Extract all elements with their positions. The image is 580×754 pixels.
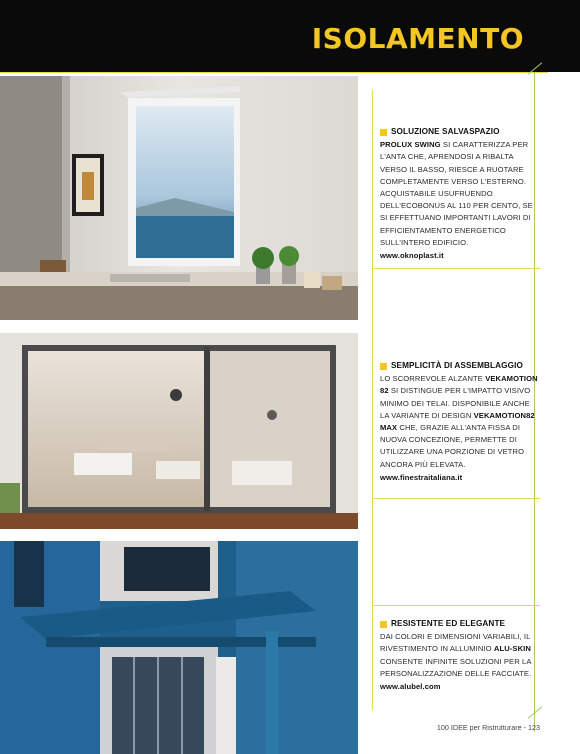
vertical-rule-left [372,90,373,710]
sliding-door-photo [0,333,358,529]
divider-rule-3 [372,605,540,606]
body-text: CONSENTE INFINITE SOLUZIONI PER LA PERSONALIZZAZIONE DELLE FACCIATE. [380,656,532,678]
body-text: DAI COLORI E DIMENSIONI VARIABILI, IL RIVESTIMENTO IN ALLUMINIO [380,632,531,654]
website-link[interactable]: www.alubel.com [380,682,441,692]
body-text: SI CARATTERIZZA PER L'ANTA CHE, APRENDOSI A RIBALTA VERSO IL BASSO, RIESCE A RUOTARE COMPLETAMENTE VERSO L'ESTERNO. ACQUISTABILE USUFRUENDO DELL'ECOBONUS AL 110 PER CENTO, SE SI EFFETTUANO IMPORTANTI LAVORI DI EFFICIENTAMENTO ENERGETICO SULL'INTERO EDIFICIO. [380,140,533,247]
block-heading-text: SOLUZIONE SALVASPAZIO [391,127,500,136]
body-text: LO SCORREVOLE ALZANTE [380,374,483,384]
blue-facade-photo [0,541,358,754]
block-heading [380,360,540,372]
page-header [0,0,580,72]
body-text: SI DISTINGUE PER L'IMPATTO VISIVO MINIMO DEI TELAI. DISPONIBILE ANCHE LA VARIANTE DI DESIGN [380,386,531,420]
square-bullet-icon [380,363,387,370]
page-footer: 100 IDEE per Ristrutturare - 123 [436,723,540,732]
kitchen-window-photo [0,76,358,320]
product-name: PROLUX SWING [380,140,441,150]
square-bullet-icon [380,129,387,136]
text-block-assemblaggio [380,360,540,484]
square-bullet-icon [380,621,387,628]
product-name: ALU-SKIN [493,644,531,654]
block-body [380,139,540,249]
product-name: VEKAMOTION 82 [380,374,538,396]
divider-rule-2 [372,498,540,499]
divider-rule-1 [372,268,540,269]
website-link[interactable]: www.finestraitaliana.it [380,472,463,482]
block-heading [380,618,540,630]
text-block-salvaspazio [380,126,540,262]
header-rule [0,72,548,73]
block-heading-text: SEMPLICITÀ DI ASSEMBLAGGIO [391,361,523,370]
text-block-elegante [380,618,540,693]
block-body [380,631,540,680]
website-link[interactable]: www.oknoplast.it [380,251,444,261]
product-name: VEKAMOTION82 MAX [380,410,535,433]
block-body [380,373,540,471]
block-heading [380,126,540,138]
section-title: ISOLAMENTO [311,22,524,55]
block-heading-text: RESISTENTE ED ELEGANTE [391,619,506,628]
body-text: CHE, GRAZIE ALL'ANTA FISSA DI NUOVA CONCEZIONE, PERMETTE DI UTILIZZARE UNA PORZIONE DI VETRO ANCORA PIÙ ELEVATA. [380,423,525,469]
corner-mark-bottom [528,706,542,718]
